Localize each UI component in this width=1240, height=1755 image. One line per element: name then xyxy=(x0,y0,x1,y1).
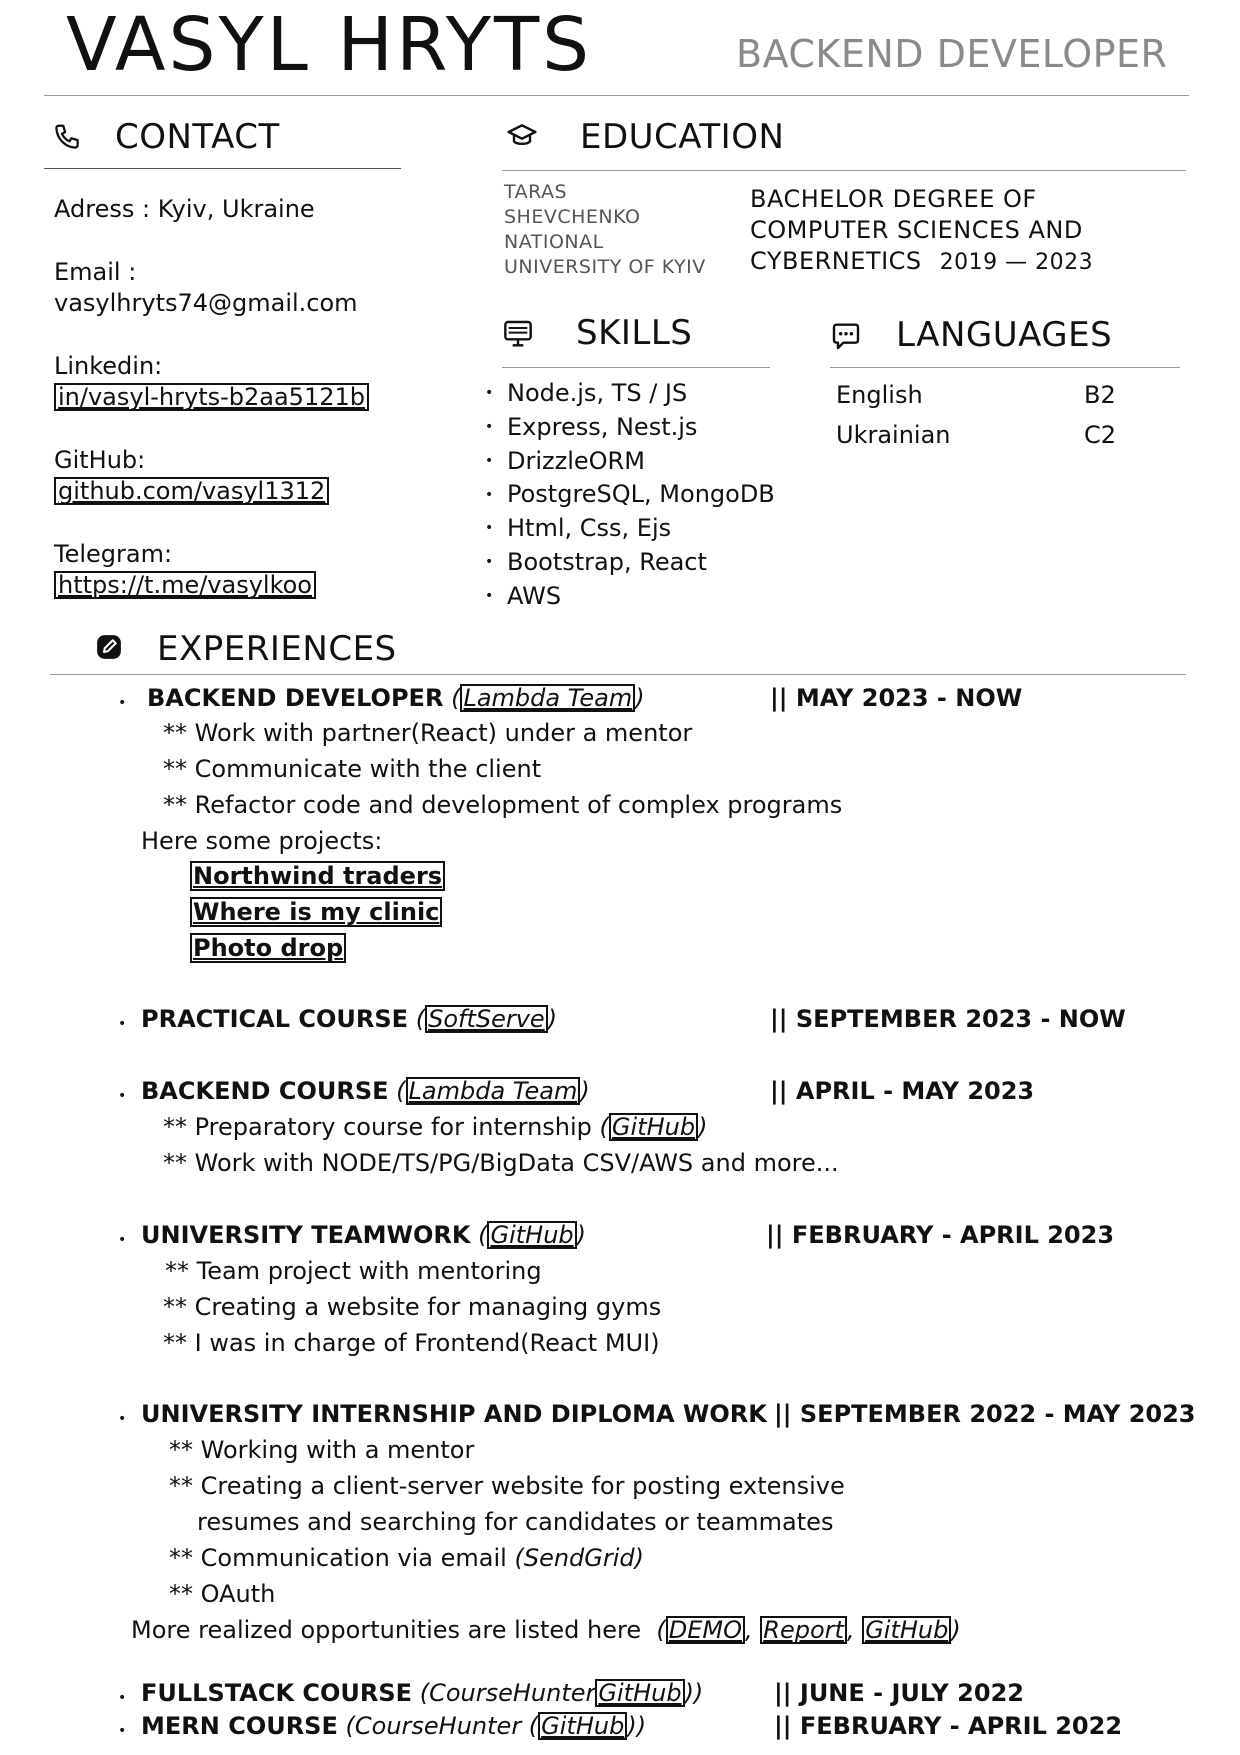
experience-date: || MAY 2023 - NOW xyxy=(770,684,1023,712)
experiences-divider xyxy=(50,674,1186,675)
chat-bubble-icon xyxy=(830,320,862,352)
skills-divider xyxy=(502,367,770,368)
degree: BACHELOR DEGREE OF COMPUTER SCIENCES AND CYBERNETICS 2019 — 2023 xyxy=(750,185,1094,275)
lambda-team-link[interactable]: Lambda Team xyxy=(460,684,635,712)
experience-point: ** Preparatory course for internship ( GitHub ) xyxy=(163,1113,708,1141)
experience-practical-course: PRACTICAL COURSE ( SoftServe ) xyxy=(141,1005,558,1033)
telegram-link[interactable]: https://t.me/vasylkoo xyxy=(54,571,316,599)
experience-point: ** Work with partner(React) under a mentor xyxy=(163,719,693,747)
job-role: BACKEND DEVELOPER xyxy=(736,32,1168,76)
project-link-clinic[interactable]: Where is my clinic xyxy=(190,897,442,927)
languages-divider xyxy=(830,367,1180,368)
experience-date: || APRIL - MAY 2023 xyxy=(770,1077,1035,1105)
candidate-name: VASYL HRYTS xyxy=(66,2,593,88)
github-link[interactable]: GitHub xyxy=(862,1616,951,1644)
education-years: 2019 — 2023 xyxy=(939,250,1094,275)
experience-point: resumes and searching for candidates or teammates xyxy=(197,1508,834,1536)
bullet: • xyxy=(118,1690,127,1706)
skills-list xyxy=(485,377,775,614)
contact-divider xyxy=(44,168,401,169)
bullet: • xyxy=(118,1232,127,1248)
language-name: Ukrainian xyxy=(836,421,951,449)
lambda-team-link[interactable]: Lambda Team xyxy=(406,1077,581,1105)
language-name: English xyxy=(836,381,923,409)
phone-icon xyxy=(52,122,82,152)
skill-item: • Node.js, TS / JS xyxy=(485,377,775,411)
skill-item: • AWS xyxy=(485,580,775,614)
language-level: B2 xyxy=(1084,381,1116,409)
skills-heading: SKILLS xyxy=(576,313,693,353)
bullet: • xyxy=(118,1088,127,1104)
monitor-icon xyxy=(502,318,534,350)
contact-email[interactable]: vasylhryts74@gmail.com xyxy=(54,289,358,317)
experience-point: ** Creating a website for managing gyms xyxy=(163,1293,662,1321)
experience-backend-course: BACKEND COURSE ( Lambda Team ) xyxy=(141,1077,590,1105)
experiences-heading: EXPERIENCES xyxy=(157,629,397,669)
language-level: C2 xyxy=(1084,421,1117,449)
demo-link[interactable]: DEMO xyxy=(666,1616,745,1644)
experience-point: ** OAuth xyxy=(169,1580,276,1608)
edit-note-icon xyxy=(94,632,124,662)
experience-point: ** Creating a client-server website for posting extensive xyxy=(169,1472,845,1500)
skill-item: • Html, Css, Ejs xyxy=(485,512,775,546)
contact-heading: CONTACT xyxy=(115,117,280,157)
experience-point: ** I was in charge of Frontend(React MUI) xyxy=(163,1329,660,1357)
education-heading: EDUCATION xyxy=(580,117,785,157)
softserve-link[interactable]: SoftServe xyxy=(425,1005,548,1033)
contact-linkedin-label: Linkedin: xyxy=(54,352,163,380)
language-row xyxy=(836,415,1136,455)
experience-fullstack-course: FULLSTACK COURSE (CourseHunter GitHub )) xyxy=(141,1679,704,1707)
bullet: • xyxy=(118,1016,127,1032)
experience-diploma: UNIVERSITY INTERNSHIP AND DIPLOMA WORK xyxy=(141,1400,767,1428)
linkedin-link[interactable]: in/vasyl-hryts-b2aa5121b xyxy=(54,383,369,411)
university-name: TARAS SHEVCHENKO NATIONAL UNIVERSITY OF KYIV xyxy=(504,181,706,278)
language-row xyxy=(836,375,1136,415)
experience-date: || SEPTEMBER 2023 - NOW xyxy=(770,1005,1126,1033)
bullet: • xyxy=(118,1723,127,1739)
github-link[interactable]: GitHub xyxy=(538,1712,627,1740)
project-link-northwind[interactable]: Northwind traders xyxy=(190,861,445,891)
project-link-photo-drop[interactable]: Photo drop xyxy=(190,933,346,963)
report-link[interactable]: Report xyxy=(760,1616,847,1644)
skill-item: • DrizzleORM xyxy=(485,445,775,479)
contact-telegram-label: Telegram: xyxy=(54,540,173,568)
projects-label: Here some projects: xyxy=(141,827,383,855)
experience-mern-course: MERN COURSE (CourseHunter ( GitHub )) xyxy=(141,1712,647,1740)
skill-item: • Bootstrap, React xyxy=(485,546,775,580)
experience-date: || SEPTEMBER 2022 - MAY 2023 xyxy=(774,1400,1196,1428)
skill-item: • Express, Nest.js xyxy=(485,411,775,445)
experience-point: ** Communication via email (SendGrid) xyxy=(169,1544,645,1572)
contact-email-label: Email : xyxy=(54,258,137,286)
experience-date: || JUNE - JULY 2022 xyxy=(774,1679,1024,1707)
experience-point: ** Work with NODE/TS/PG/BigData CSV/AWS and more... xyxy=(163,1149,839,1177)
header-divider xyxy=(44,95,1189,96)
skill-item: • PostgreSQL, MongoDB xyxy=(485,478,775,512)
github-link[interactable]: github.com/vasyl1312 xyxy=(54,477,329,505)
experience-date: || FEBRUARY - APRIL 2023 xyxy=(766,1221,1115,1249)
github-link[interactable]: GitHub xyxy=(595,1679,684,1707)
experience-date: || FEBRUARY - APRIL 2022 xyxy=(774,1712,1123,1740)
graduation-cap-icon xyxy=(506,120,538,152)
experience-point: ** Team project with mentoring xyxy=(165,1257,542,1285)
education-divider xyxy=(502,170,1186,171)
github-link[interactable]: GitHub xyxy=(609,1113,698,1141)
bullet: • xyxy=(118,695,127,711)
contact-github-label: GitHub: xyxy=(54,446,146,474)
experience-university-teamwork: UNIVERSITY TEAMWORK ( GitHub ) xyxy=(141,1221,587,1249)
more-opportunities: More realized opportunities are listed here ( DEMO , Report , GitHub ) xyxy=(131,1616,961,1644)
github-link[interactable]: GitHub xyxy=(487,1221,576,1249)
experience-point: ** Working with a mentor xyxy=(169,1436,475,1464)
experience-point: ** Refactor code and development of complex programs xyxy=(163,791,843,819)
languages-heading: LANGUAGES xyxy=(896,315,1113,355)
bullet: • xyxy=(118,1411,127,1427)
experience-backend-developer: BACKEND DEVELOPER ( Lambda Team ) xyxy=(147,684,645,712)
contact-address: Adress : Kyiv, Ukraine xyxy=(54,195,315,223)
experience-point: ** Communicate with the client xyxy=(163,755,542,783)
